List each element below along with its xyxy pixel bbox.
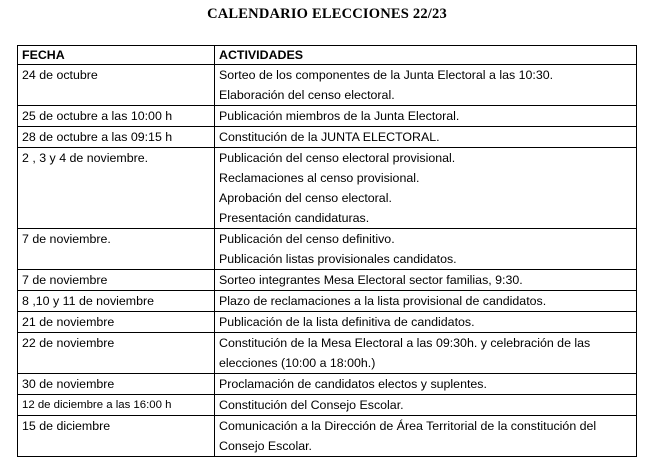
- activity-line: Comunicación a la Dirección de Área Territorial de la constitución del Consejo Escolar.: [219, 419, 597, 453]
- row-activities: [215, 333, 637, 374]
- table-row: [18, 291, 637, 312]
- row-date: 8 ,10 y 11 de noviembre: [18, 291, 215, 312]
- activity-line: Constitución de la JUNTA ELECTORAL.: [219, 130, 440, 144]
- activity-line: Constitución del Consejo Escolar.: [219, 398, 404, 412]
- activity-line: Publicación del censo definitivo.: [219, 232, 395, 246]
- row-date: 12 de diciembre a las 16:00 h: [18, 395, 215, 416]
- activity-line: Plazo de reclamaciones a la lista provisional de candidatos.: [219, 294, 547, 308]
- row-activities: [215, 374, 637, 395]
- table-row: [18, 374, 637, 395]
- activity-line: Reclamaciones al censo provisional.: [219, 171, 420, 185]
- row-date: 28 de octubre a las 09:15 h: [18, 127, 215, 148]
- activity-line: Publicación listas provisionales candidatos.: [219, 252, 457, 266]
- row-activities: [215, 65, 637, 106]
- activity-line: Publicación del censo electoral provisional.: [219, 151, 456, 165]
- row-activities: [215, 270, 637, 291]
- row-date: 15 de diciembre: [18, 416, 215, 457]
- page-title: CALENDARIO ELECCIONES 22/23: [207, 6, 447, 22]
- row-date: 30 de noviembre: [18, 374, 215, 395]
- activity-line: Publicación miembros de la Junta Electoral.: [219, 109, 460, 123]
- activity-line: Aprobación del censo electoral.: [219, 191, 392, 205]
- row-date: 2 , 3 y 4 de noviembre.: [18, 148, 215, 229]
- row-date: 25 de octubre a las 10:00 h: [18, 106, 215, 127]
- table-row: [18, 127, 637, 148]
- table-row: [18, 106, 637, 127]
- row-activities: [215, 395, 637, 416]
- table-row: [18, 312, 637, 333]
- row-date: 21 de noviembre: [18, 312, 215, 333]
- row-date: 24 de octubre: [18, 65, 215, 106]
- activity-line: Sorteo de los componentes de la Junta Electoral a las 10:30.: [219, 68, 554, 82]
- header-actividades: ACTIVIDADES: [215, 46, 637, 65]
- activity-line: Presentación candidaturas.: [219, 211, 370, 225]
- table-row: [18, 333, 637, 374]
- elections-calendar-table: [17, 45, 637, 457]
- row-activities: [215, 106, 637, 127]
- activity-line: Publicación de la lista definitiva de candidatos.: [219, 315, 475, 329]
- table-row: [18, 65, 637, 106]
- table-row: [18, 395, 637, 416]
- row-date: 22 de noviembre: [18, 333, 215, 374]
- activity-line: Sorteo integrantes Mesa Electoral sector familias, 9:30.: [219, 273, 523, 287]
- row-date: 7 de noviembre: [18, 270, 215, 291]
- table-row: [18, 229, 637, 270]
- activity-line: Constitución de la Mesa Electoral a las 09:30h. y celebración de las elecciones (10:00 a 18:00h.): [219, 336, 591, 370]
- table-header-row: [18, 46, 637, 65]
- table-row: [18, 270, 637, 291]
- header-fecha: FECHA: [18, 46, 215, 65]
- row-activities: [215, 229, 637, 270]
- row-activities: [215, 416, 637, 457]
- row-activities: [215, 148, 637, 229]
- table-row: [18, 148, 637, 229]
- row-activities: [215, 291, 637, 312]
- row-activities: [215, 127, 637, 148]
- row-date: 7 de noviembre.: [18, 229, 215, 270]
- activity-line: Elaboración del censo electoral.: [219, 88, 395, 102]
- activity-line: Proclamación de candidatos electos y suplentes.: [219, 377, 487, 391]
- row-activities: [215, 312, 637, 333]
- table-row: [18, 416, 637, 457]
